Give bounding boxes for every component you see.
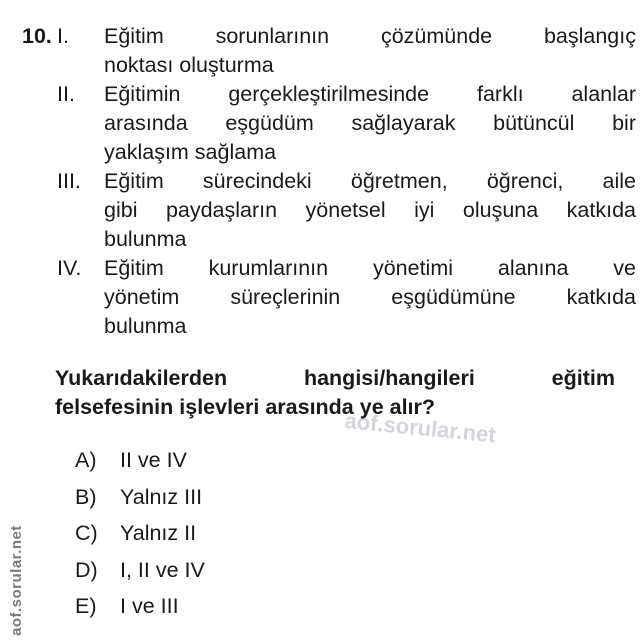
roman-item-4 [57,254,636,341]
roman-numeral-1: I. [57,24,69,48]
stem-line-2: felsefesinin işlevleri arasında ye alır? [55,395,436,419]
watermark-center: aof.sorular.net [343,408,497,448]
option-e-text: I ve III [120,594,179,619]
option-c [75,519,205,548]
roman-item-3 [57,167,636,254]
option-d-letter: D) [75,557,98,582]
option-c-letter: C) [75,521,98,546]
text-line: yaklaşım sağlama [104,140,277,164]
text-line: Eğitimin gerçekleştirilmesinde farklı alanlar [104,82,636,106]
option-b-text: Yalnız III [120,484,203,509]
question-stem [55,364,615,422]
roman-item-1 [57,22,636,80]
roman-item-list [57,22,636,341]
option-a [75,446,205,475]
text-line: noktası oluşturma [104,53,274,77]
text-line: bulunma [104,227,187,251]
option-b [75,483,205,512]
text-line: yönetim süreçlerinin eşgüdümüne katkıda [104,285,636,309]
roman-item-2 [57,80,636,167]
roman-item-2-text [104,80,636,167]
text-line: bulunma [104,314,187,338]
roman-item-4-text [104,254,636,341]
text-line: Eğitim sürecindeki öğretmen, öğrenci, aile [104,169,636,193]
text-line: arasında eşgüdüm sağlayarak bütüncül bir [104,111,636,135]
stem-line-1: Yukarıdakilerden hangisi/hangileri eğitim [55,366,615,390]
option-d-text: I, II ve IV [120,557,205,582]
option-e [75,592,205,621]
text-line: gibi paydaşların yönetsel iyi oluşuna katkıda [104,198,636,222]
option-a-text: II ve IV [120,448,187,472]
question-number: 10. [22,24,52,48]
option-d [75,556,205,585]
text-line: Eğitim kurumlarının yönetimi alanına ve [104,256,636,280]
roman-numeral-4: IV. [57,256,82,280]
answer-options [75,446,205,629]
roman-item-1-text [104,22,636,80]
roman-numeral-2: II. [57,82,75,106]
watermark-side-vertical: aof.sorular.net [8,525,25,636]
option-a-letter: A) [75,448,97,472]
option-c-text: Yalnız II [120,521,197,546]
option-b-letter: B) [75,484,97,509]
text-line: Eğitim sorunlarının çözümünde başlangıç [104,24,636,48]
option-e-letter: E) [75,594,97,619]
roman-numeral-3: III. [57,169,81,193]
roman-item-3-text [104,167,636,254]
